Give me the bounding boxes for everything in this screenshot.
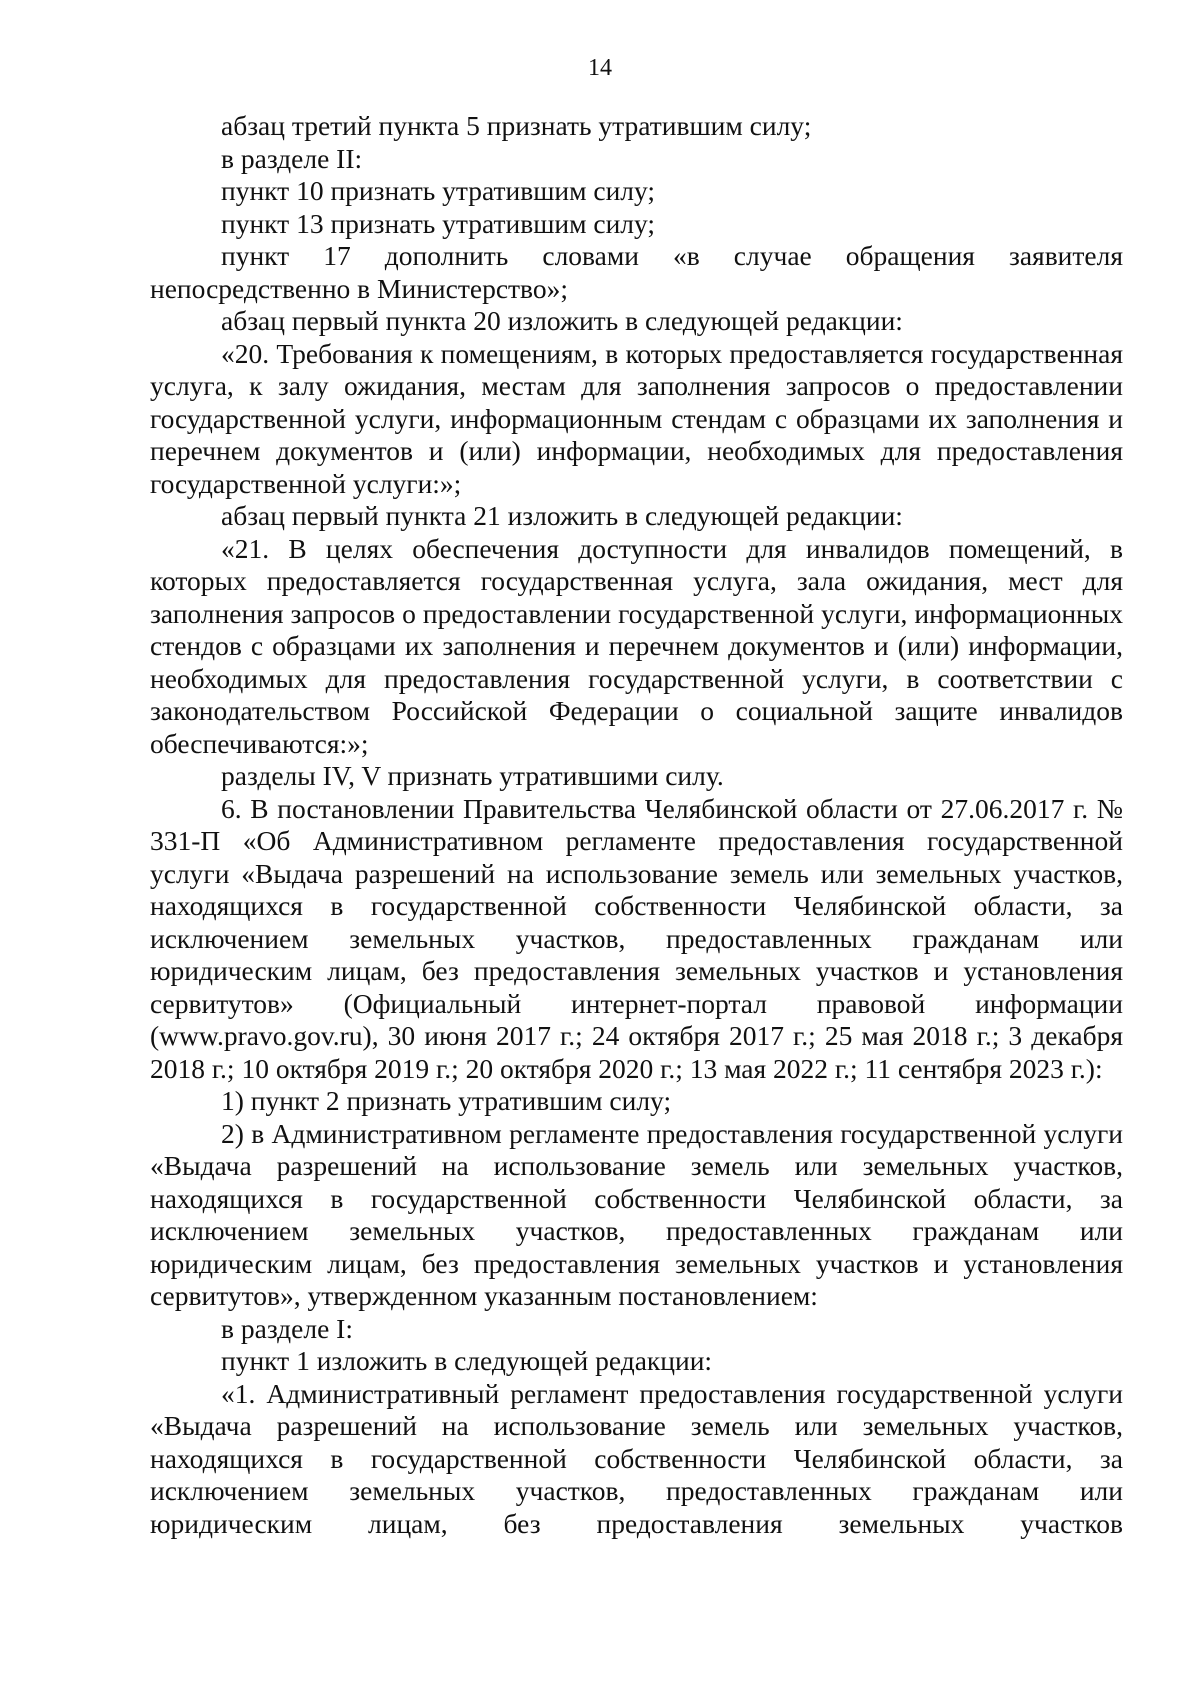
paragraph: 1) пункт 2 признать утратившим силу;	[221, 1085, 672, 1116]
document-body	[150, 110, 1123, 1540]
paragraph: пункт 1 изложить в следующей редакции:	[221, 1345, 713, 1376]
paragraph: 2) в Административном регламенте предоставления государственной услуги «Выдача разрешений на использование земель или земельных участков, находящихся в государственной собственности Челябинской области, за исключением земельных участков, предоставленных гражданам или юридическим лицам, без предоставления земельных участков и установления сервитутов», утвержденном указанным постановлением:	[150, 1117, 1123, 1311]
paragraph: пункт 17 дополнить словами «в случае обращения заявителя непосредственно в Министерство»;	[150, 240, 1123, 304]
paragraph: абзац первый пункта 21 изложить в следующей редакции:	[221, 500, 903, 531]
paragraph: 6. В постановлении Правительства Челябинской области от 27.06.2017 г. № 331-П «Об Административном регламенте предоставления государственной услуги «Выдача разрешений на использование земель или земельных участков, находящихся в государственной собственности Челябинской области, за исключением земельных участков, предоставленных гражданам или юридическим лицам, без предоставления земельных участков и установления сервитутов» (Официальный интернет-портал правовой информации (www.pravo.gov.ru), 30 июня 2017 г.; 24 октября 2017 г.; 25 мая 2018 г.; 3 декабря 2018 г.; 10 октября 2019 г.; 20 октября 2020 г.; 13 мая 2022 г.; 11 сентября 2023 г.):	[150, 792, 1123, 1084]
paragraph: пункт 10 признать утратившим силу;	[221, 175, 656, 206]
paragraph: в разделе I:	[221, 1312, 353, 1344]
paragraph: абзац первый пункта 20 изложить в следующей редакции:	[221, 305, 903, 336]
paragraph: разделы IV, V признать утратившими силу.	[221, 760, 724, 791]
paragraph: «21. В целях обеспечения доступности для инвалидов помещений, в которых предоставляется государственная услуга, зала ожидания, мест для заполнения запросов о предоставлении государственной услуги, информационных стендов с образцами их заполнения и перечнем документов и (или) информации, необходимых для предоставления государственной услуги, в соответствии с законодательством Российской Федерации о социальной защите инвалидов обеспечиваются:»;	[150, 532, 1123, 759]
page-number: 14	[588, 55, 612, 81]
paragraph: «1. Административный регламент предоставления государственной услуги «Выдача разрешений на использование земель или земельных участков, находящихся в государственной собственности Челябинской области, за исключением земельных участков, предоставленных гражданам или юридическим лицам, без предоставления земельных участков	[150, 1377, 1123, 1539]
paragraph: пункт 13 признать утратившим силу;	[221, 207, 656, 239]
paragraph: «20. Требования к помещениям, в которых предоставляется государственная услуга, к залу ожидания, местам для заполнения запросов о предоставлении государственной услуги, информационным стендам с образцами их заполнения и перечнем документов и (или) информации, необходимых для предоставления государственной услуги:»;	[150, 337, 1123, 499]
paragraph: абзац третий пункта 5 признать утратившим силу;	[221, 110, 812, 141]
paragraph: в разделе II:	[221, 142, 363, 174]
